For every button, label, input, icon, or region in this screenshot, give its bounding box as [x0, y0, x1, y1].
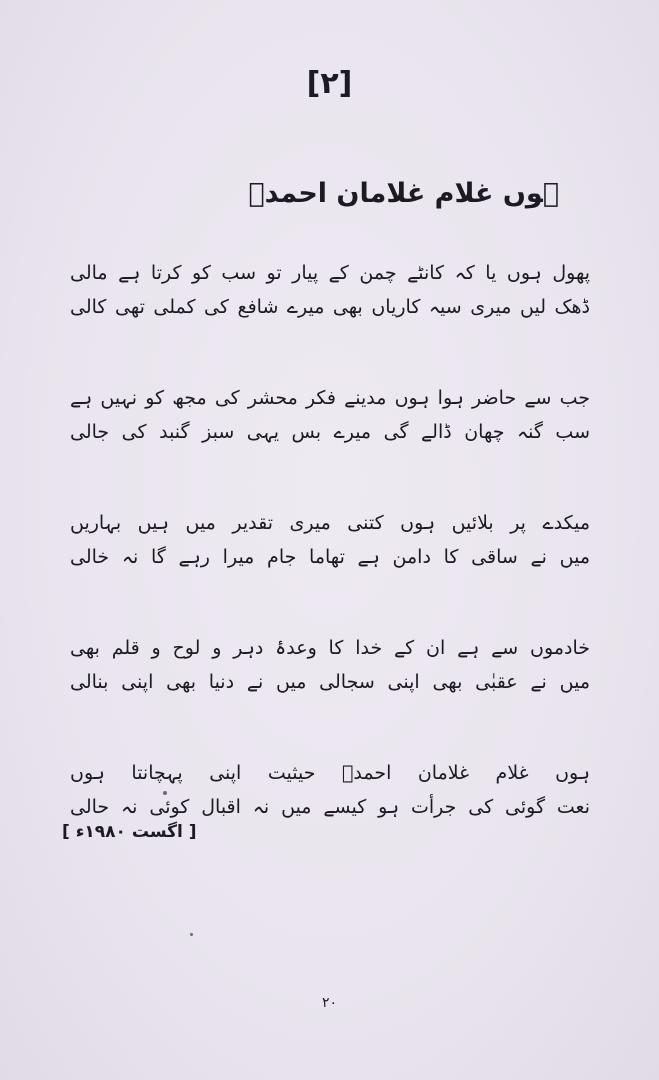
print-speck [163, 791, 167, 795]
verse-line: خادموں سے ہے ان کے خدا کا وعدۂ دہر و لوح و قلم بھی [70, 637, 590, 659]
date-note: [ اگست ۱۹۸۰ء ] [62, 822, 197, 842]
verse-line: ڈھک لیں میری سیہ کاریاں بھی میرے شافع کی کملی تھی کالی [70, 296, 590, 318]
stanza-4 [70, 631, 590, 699]
verse-line: میکدے پر بلائیں ہوں کتنی میری تقدیر میں ہیں بہاریں [70, 512, 590, 534]
stanza-1 [70, 256, 590, 324]
verse-line: پھول ہوں یا کہ کانٹے چمن کے پیار تو سب کو کرتا ہے مالی [70, 262, 590, 284]
verse-line: جب سے حاضر ہوا ہوں مدینے فکر محشر کی مجھ کو نہیں ہے [70, 387, 590, 409]
stanza-5 [70, 756, 590, 824]
poem-title: ہوں غلام غلامان احمدؐ [248, 178, 559, 209]
print-speck [190, 933, 193, 936]
stanza-2 [70, 381, 590, 449]
stanza-3 [70, 506, 590, 574]
verse-line: نعت گوئی کی جرأت ہو کیسے میں نہ اقبال کوئی نہ حالی [70, 796, 590, 818]
verse-line: ہوں غلام غلامان احمدؐ حیثیت اپنی پہچانتا ہوں [70, 762, 590, 784]
verse-line: میں نے ساقی کا دامن ہے تھاما جام میرا رہے گا نہ خالی [70, 546, 590, 568]
verse-line: سب گنہ چھان ڈالے گی میرے بس یہی سبز گنبد کی جالی [70, 421, 590, 443]
page-footer-number: ۲۰ [321, 995, 338, 1011]
poem-body [70, 256, 590, 881]
verse-line: میں نے عقبٰی بھی اپنی سجالی میں نے دنیا بھی اپنی بنالی [70, 671, 590, 693]
section-number: [۲] [306, 66, 353, 101]
